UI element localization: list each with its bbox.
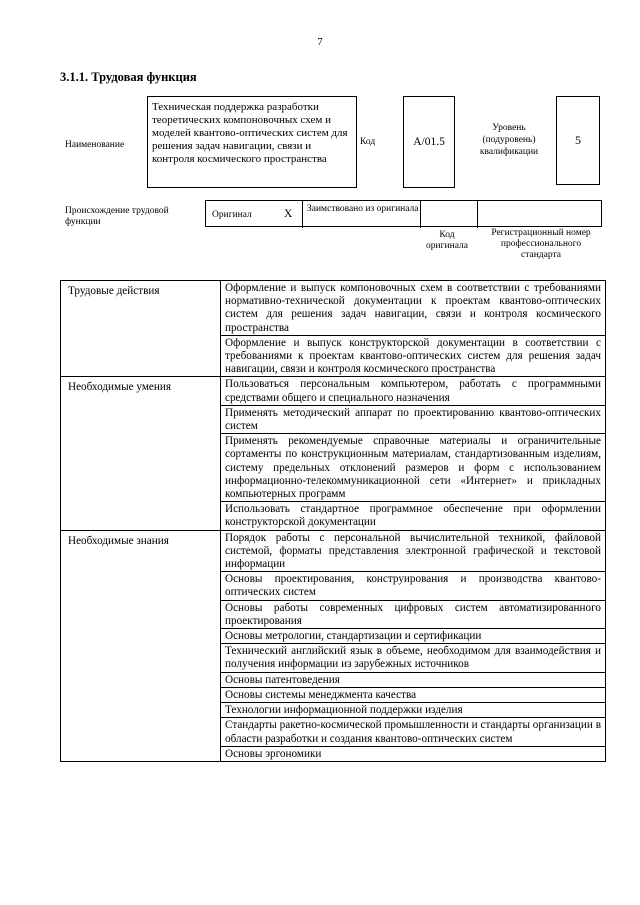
- origin-cell-borrowed: [303, 201, 421, 228]
- code-value-box: A/01.5: [403, 96, 455, 188]
- section-item: Использовать стандартное программное обеспечение при оформлении конструкторской документации: [221, 502, 606, 530]
- name-label: Наименование: [65, 140, 125, 150]
- reg-number-caption: Регистрационный номер профессионального стандарта: [491, 228, 591, 260]
- section-item: Технический английский язык в объеме, необходимом для взаимодействия и получения информации из зарубежных источников: [221, 644, 606, 672]
- section-item: Основы работы современных цифровых систем автоматизированного проектирования: [221, 600, 606, 628]
- section-title: 3.1.1. Трудовая функция: [60, 70, 197, 84]
- function-name-box: Техническая поддержка разработки теоретических компоновочных схем и моделей квантово-оптических систем для решения задач навигации, связи и контроля космического пространства: [147, 96, 357, 188]
- borrowed-text: Заимствовано из оригинала: [307, 204, 419, 214]
- origin-cell-original: [206, 201, 303, 228]
- section-item: Применять методический аппарат по проектированию квантово-оптических систем: [221, 405, 606, 433]
- function-details-body: [61, 281, 606, 762]
- origin-cell-reg: [478, 201, 603, 228]
- section-item: Стандарты ракетно-космической промышленности и стандарты организации в области разработки и создания квантово-оптических систем: [221, 718, 606, 746]
- table-row: [61, 530, 606, 572]
- table-row: [61, 281, 606, 336]
- section-item: Технологии информационной поддержки изделия: [221, 703, 606, 718]
- section-item: Оформление и выпуск конструкторской документации в соответствии с требованиями к проектам квантово-оптических систем для решения задач навигации, связи и контроля космического пространства: [221, 335, 606, 377]
- section-item: Основы проектирования, конструирования и производства квантово-оптических систем: [221, 572, 606, 600]
- section-item: Порядок работы с персональной вычислительной техникой, файловой системой, форматы представления электронной графической и текстовой информации: [221, 530, 606, 572]
- level-label: Уровень (подуровень) квалификации: [479, 123, 539, 157]
- original-mark: X: [284, 208, 293, 220]
- function-details-table: [60, 280, 606, 762]
- level-value-box: 5: [556, 96, 600, 185]
- origin-label: Происхождение трудовой функции: [65, 206, 169, 227]
- table-row: [61, 377, 606, 405]
- section-item: Применять рекомендуемые справочные материалы и ограничительные сортаменты по конструкционным материалам, стандартизованным изделиям, систему предельных отклонений размеров и форм с использованием информационно-телекоммуникационной сети «Интернет» и прикладных компьютерных программ: [221, 434, 606, 502]
- section-item: Основы системы менеджмента качества: [221, 687, 606, 702]
- section-label: Необходимые знания: [61, 530, 221, 761]
- origin-row: [205, 200, 602, 227]
- code-original-caption: Код оригинала: [426, 230, 468, 251]
- page-number: 7: [317, 36, 323, 48]
- section-item: Основы патентоведения: [221, 672, 606, 687]
- section-item: Основы эргономики: [221, 746, 606, 761]
- section-item: Пользоваться персональным компьютером, работать с программными средствами общего и специального назначения: [221, 377, 606, 405]
- original-text: Оригинал: [212, 210, 252, 220]
- section-item: Оформление и выпуск компоновочных схем в соответствии с требованиями нормативно-технической документации к проектам квантово-оптических систем для решения задач навигации, связи и контроля космического пространства: [221, 281, 606, 336]
- section-item: Основы метрологии, стандартизации и сертификации: [221, 629, 606, 644]
- origin-cell-code: [421, 201, 478, 228]
- section-label: Трудовые действия: [61, 281, 221, 377]
- code-label: Код: [360, 137, 376, 147]
- section-label: Необходимые умения: [61, 377, 221, 530]
